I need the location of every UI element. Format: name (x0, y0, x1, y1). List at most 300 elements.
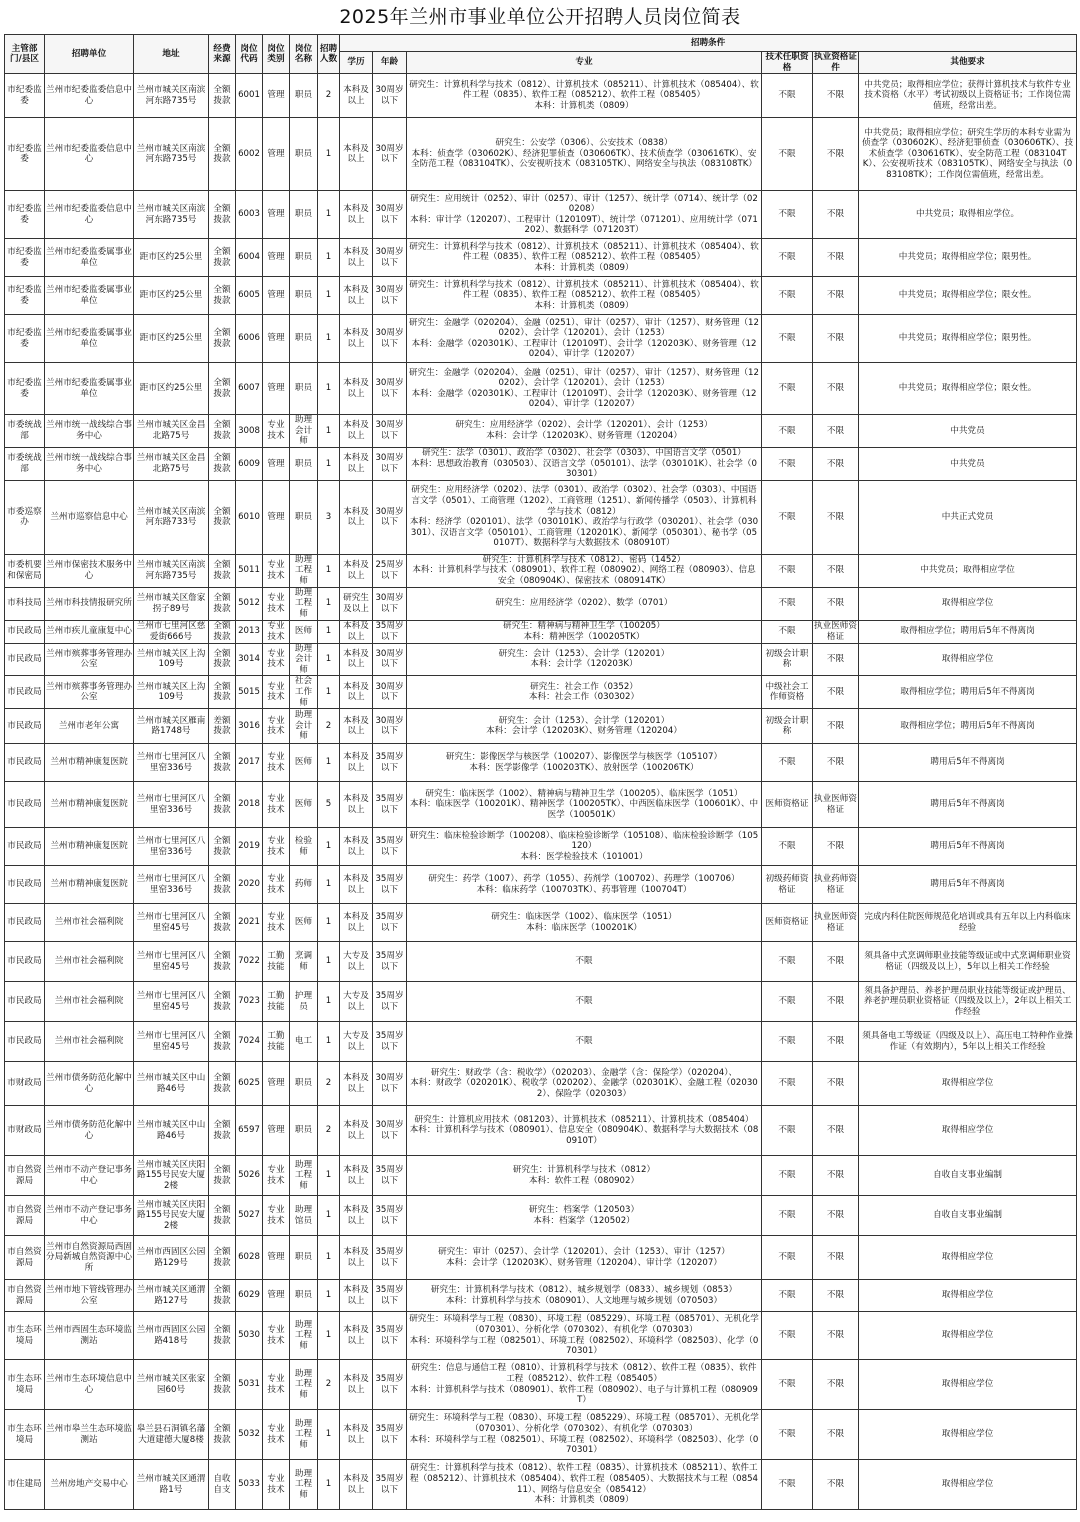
row-license: 执业医师资格证 (813, 782, 859, 828)
row-age: 30周岁以下 (373, 315, 407, 363)
row-dept: 市民政局 (5, 782, 45, 828)
row-tech-title: 不限 (762, 982, 813, 1022)
row-category: 管理 (263, 447, 290, 480)
row-tech-title: 不限 (762, 74, 813, 118)
row-address: 兰州市城关区上沟109号 (134, 676, 209, 709)
header-education: 学历 (340, 52, 373, 74)
table-row (5, 74, 1077, 118)
row-license: 不限 (813, 554, 859, 587)
row-education: 本科及以上 (340, 415, 373, 448)
row-funding: 全额拨款 (209, 239, 236, 277)
row-code: 2018 (236, 782, 263, 828)
row-unit: 兰州市精神康复医院 (45, 782, 134, 828)
row-other: 取得相应学位 (859, 587, 1077, 620)
row-post-name: 助理工程师 (290, 587, 318, 620)
row-unit: 兰州市科技情报研究所 (45, 587, 134, 620)
row-funding: 全额拨款 (209, 1022, 236, 1062)
row-category: 专业技术 (263, 1312, 290, 1360)
row-unit: 兰州市统一战线综合事务中心 (45, 415, 134, 448)
row-post-name: 职员 (290, 1062, 318, 1106)
row-unit: 兰州市保密技术服务中心 (45, 554, 134, 587)
row-code: 2013 (236, 620, 263, 643)
row-education: 本科及以上 (340, 118, 373, 191)
row-age: 35周岁以下 (373, 1312, 407, 1360)
row-tech-title: 不限 (762, 1156, 813, 1196)
row-category: 专业技术 (263, 415, 290, 448)
row-major: 研究生：应用统计（0252）、审计（0257）、审计（1257）、统计学（0714）、统计学（020208） 本科：审计学（120207）、工程审计（120109T）、统计学（071201）、应用统计学（071202）、数据科学（071203T） (407, 191, 762, 239)
row-funding: 全额拨款 (209, 676, 236, 709)
row-education: 本科及以上 (340, 643, 373, 676)
row-count: 1 (318, 982, 340, 1022)
row-dept: 市民政局 (5, 676, 45, 709)
row-category: 专业技术 (263, 828, 290, 866)
row-education: 本科及以上 (340, 315, 373, 363)
row-major: 研究生：影像医学与核医学（100207）、影像医学与核医学（105107） 本科：医学影像学（100203TK）、放射医学（100206TK） (407, 744, 762, 782)
row-dept: 市委统战部 (5, 415, 45, 448)
row-funding: 全额拨款 (209, 982, 236, 1022)
row-count: 2 (318, 1062, 340, 1106)
row-post-name: 职员 (290, 315, 318, 363)
row-count: 1 (318, 554, 340, 587)
row-funding: 全额拨款 (209, 1156, 236, 1196)
row-license: 不限 (813, 643, 859, 676)
row-funding: 全额拨款 (209, 904, 236, 942)
row-address: 皋兰县石洞镇名藩大道建德大厦8楼 (134, 1410, 209, 1460)
table-row (5, 1360, 1077, 1410)
row-unit: 兰州市纪委监委属事业单位 (45, 363, 134, 415)
row-address: 距市区约25公里 (134, 315, 209, 363)
row-funding: 全额拨款 (209, 1312, 236, 1360)
row-unit: 兰州市社会福利院 (45, 982, 134, 1022)
row-post-name: 医师 (290, 744, 318, 782)
row-unit: 兰州市纪委监委属事业单位 (45, 239, 134, 277)
row-dept: 市纪委监委 (5, 74, 45, 118)
row-dept: 市自然资源局 (5, 1280, 45, 1312)
row-major: 研究生：金融学（020204）、金融（0251）、审计（0257）、审计（1257）、财务管理（120202）、会计学（120201）、会计（1253） 本科：金融学（020301K）、工程审计（120109T）、会计学（120203K）、财务管理（120204）、审计学（120207） (407, 315, 762, 363)
row-education: 本科及以上 (340, 480, 373, 554)
row-post-name: 药师 (290, 866, 318, 904)
row-funding: 全额拨款 (209, 1410, 236, 1460)
row-age: 30周岁以下 (373, 447, 407, 480)
row-age: 35周岁以下 (373, 1280, 407, 1312)
row-license: 不限 (813, 744, 859, 782)
row-age: 30周岁以下 (373, 643, 407, 676)
row-other: 中共党员；取得相应学位。 (859, 191, 1077, 239)
row-dept: 市民政局 (5, 709, 45, 744)
row-address: 兰州市城关区南滨河东路735号 (134, 118, 209, 191)
row-code: 6597 (236, 1106, 263, 1156)
row-tech-title: 医师资格证 (762, 782, 813, 828)
row-license: 不限 (813, 1022, 859, 1062)
row-education: 本科及以上 (340, 1106, 373, 1156)
header-unit: 招聘单位 (45, 35, 134, 74)
table-row (5, 744, 1077, 782)
row-dept: 市生态环境局 (5, 1410, 45, 1460)
row-license: 不限 (813, 239, 859, 277)
row-tech-title: 不限 (762, 1106, 813, 1156)
row-dept: 市自然资源局 (5, 1196, 45, 1236)
row-address: 兰州市城关区金昌北路75号 (134, 447, 209, 480)
row-education: 研究生及以上 (340, 587, 373, 620)
row-address: 兰州市城关区庆阳路155号民安大厦2楼 (134, 1196, 209, 1236)
row-code: 6029 (236, 1280, 263, 1312)
row-education: 本科及以上 (340, 1196, 373, 1236)
row-other: 取得相应学位 (859, 1460, 1077, 1510)
row-age: 35周岁以下 (373, 904, 407, 942)
row-tech-title: 不限 (762, 447, 813, 480)
row-education: 本科及以上 (340, 1360, 373, 1410)
row-category: 专业技术 (263, 620, 290, 643)
row-category: 专业技术 (263, 676, 290, 709)
row-license: 不限 (813, 942, 859, 982)
row-unit: 兰州市纪委监委信息中心 (45, 74, 134, 118)
row-age: 30周岁以下 (373, 1062, 407, 1106)
row-code: 6002 (236, 118, 263, 191)
row-code: 5032 (236, 1410, 263, 1460)
row-dept: 市纪委监委 (5, 277, 45, 315)
row-dept: 市自然资源局 (5, 1156, 45, 1196)
row-other: 聘用后5年不得离岗 (859, 866, 1077, 904)
row-address: 兰州市七里河区八里窑336号 (134, 828, 209, 866)
row-major: 研究生：计算机科学与技术（0812）、城乡规划学（0833）、城乡规划（0853） 本科：计算机科学与技术（080901）、人文地理与城乡规划（070503） (407, 1280, 762, 1312)
row-tech-title: 不限 (762, 1280, 813, 1312)
row-license: 不限 (813, 1196, 859, 1236)
header-license: 执业资格证件 (814, 52, 857, 73)
row-category: 管理 (263, 315, 290, 363)
header-post-name: 岗位名称 (290, 35, 318, 74)
row-license: 不限 (813, 1360, 859, 1410)
row-address: 兰州市七里河区八里窑336号 (134, 866, 209, 904)
row-count: 1 (318, 643, 340, 676)
row-code: 5015 (236, 676, 263, 709)
row-tech-title: 不限 (762, 554, 813, 587)
row-license: 不限 (813, 1280, 859, 1312)
row-post-name: 职员 (290, 118, 318, 191)
row-major: 研究生：公安学（0306）、公安技术（0838） 本科：侦查学（030602K）、经济犯罪侦查（030606TK）、技术侦查学（030616TK）、安全防范工程（083104TK）、公安视听技术（083105TK）、网络安全与执法（083108TK） (407, 118, 762, 191)
row-unit: 兰州市纪委监委属事业单位 (45, 277, 134, 315)
row-address: 兰州市城关区南滨河东路735号 (134, 554, 209, 587)
row-major: 研究生：环境科学与工程（0830）、环境工程（085229）、环境工程（085701）、无机化学（070301）、分析化学（070302）、有机化学（070303） 本科：环境科学与工程（082501）、环境工程（082502）、环境科学（082503）、化学（070301） (407, 1312, 762, 1360)
row-dept: 市委统战部 (5, 447, 45, 480)
row-major: 研究生：档案学（120503） 本科：档案学（120502） (407, 1196, 762, 1236)
row-code: 6004 (236, 239, 263, 277)
row-code: 6009 (236, 447, 263, 480)
row-major: 研究生：计算机科学与技术（0812）、计算机技术（085211）、计算机技术（085404）、软件工程（0835）、软件工程（085212）、软件工程（085405） 本科：计算机类（0809） (407, 277, 762, 315)
row-tech-title: 不限 (762, 1360, 813, 1410)
row-unit: 兰州市纪委监委信息中心 (45, 191, 134, 239)
row-education: 本科及以上 (340, 363, 373, 415)
row-license: 不限 (813, 709, 859, 744)
row-post-name: 医师 (290, 620, 318, 643)
row-education: 本科及以上 (340, 866, 373, 904)
row-code: 6003 (236, 191, 263, 239)
row-post-name: 职员 (290, 1236, 318, 1280)
row-count: 2 (318, 1106, 340, 1156)
row-code: 7023 (236, 982, 263, 1022)
row-license: 不限 (813, 1460, 859, 1510)
row-license: 不限 (813, 828, 859, 866)
table-row (5, 982, 1077, 1022)
row-post-name: 职员 (290, 239, 318, 277)
row-dept: 市委巡察办 (5, 480, 45, 554)
row-address: 距市区约25公里 (134, 363, 209, 415)
row-dept: 市民政局 (5, 982, 45, 1022)
row-education: 本科及以上 (340, 191, 373, 239)
row-license: 不限 (813, 1156, 859, 1196)
table-row (5, 480, 1077, 554)
row-major: 研究生：计算机科学与技术（0812）、密码（1452） 本科：计算机科学与技术（080901）、软件工程（080902）、网络工程（080903）、信息安全（080904K）、保密技术（080914TK） (407, 554, 762, 587)
row-code: 6007 (236, 363, 263, 415)
row-dept: 市民政局 (5, 904, 45, 942)
row-education: 本科及以上 (340, 1280, 373, 1312)
header-other: 其他要求 (859, 52, 1077, 74)
row-post-name: 医师 (290, 782, 318, 828)
row-education: 本科及以上 (340, 676, 373, 709)
table-row (5, 587, 1077, 620)
row-address: 兰州市七里河区八里窑45号 (134, 904, 209, 942)
table-row (5, 904, 1077, 942)
row-unit: 兰州房地产交易中心 (45, 1460, 134, 1510)
row-license: 不限 (813, 1410, 859, 1460)
row-count: 1 (318, 1460, 340, 1510)
row-education: 本科及以上 (340, 1062, 373, 1106)
row-dept: 市纪委监委 (5, 118, 45, 191)
row-dept: 市自然资源局 (5, 1236, 45, 1280)
row-other: 自收自支事业编制 (859, 1156, 1077, 1196)
row-funding: 全额拨款 (209, 744, 236, 782)
row-address: 兰州市七里河区八里窑45号 (134, 982, 209, 1022)
row-tech-title: 不限 (762, 1460, 813, 1510)
row-education: 本科及以上 (340, 744, 373, 782)
row-unit: 兰州市不动产登记事务中心 (45, 1156, 134, 1196)
row-tech-title: 不限 (762, 363, 813, 415)
row-other: 中共党员；取得相应学位；限男性。 (859, 239, 1077, 277)
row-tech-title: 不限 (762, 315, 813, 363)
table-row (5, 1156, 1077, 1196)
row-other: 中共党员；取得相应学位；限女性。 (859, 363, 1077, 415)
row-category: 管理 (263, 118, 290, 191)
row-dept: 市科技局 (5, 587, 45, 620)
row-unit: 兰州市西固生态环境监测站 (45, 1312, 134, 1360)
row-unit: 兰州市社会福利院 (45, 1022, 134, 1062)
row-age: 35周岁以下 (373, 782, 407, 828)
row-education: 本科及以上 (340, 1156, 373, 1196)
row-other: 中共党员 (859, 447, 1077, 480)
header-tech-title: 技术任职资格 (762, 52, 813, 74)
row-other: 取得相应学位 (859, 643, 1077, 676)
row-category: 专业技术 (263, 587, 290, 620)
row-code: 6005 (236, 277, 263, 315)
row-category: 工勤技能 (263, 942, 290, 982)
row-age: 30周岁以下 (373, 191, 407, 239)
row-category: 专业技术 (263, 1156, 290, 1196)
row-category: 专业技术 (263, 1460, 290, 1510)
row-code: 5033 (236, 1460, 263, 1510)
table-row (5, 1196, 1077, 1236)
header-count: 招聘人数 (318, 35, 340, 74)
row-other: 中共党员 (859, 415, 1077, 448)
header-age: 年龄 (373, 52, 407, 74)
row-category: 专业技术 (263, 1410, 290, 1460)
row-unit: 兰州市纪委监委信息中心 (45, 118, 134, 191)
row-funding: 全额拨款 (209, 363, 236, 415)
row-other: 中共党员；取得相应学位；限男性。 (859, 315, 1077, 363)
row-post-name: 医师 (290, 904, 318, 942)
row-funding: 全额拨款 (209, 828, 236, 866)
row-unit: 兰州市殡葬事务管理办公室 (45, 643, 134, 676)
row-post-name: 社会工作师 (290, 676, 318, 709)
row-code: 6006 (236, 315, 263, 363)
row-other: 自收自支事业编制 (859, 1196, 1077, 1236)
table-row (5, 620, 1077, 643)
row-other: 取得相应学位；聘用后5年不得离岗 (859, 709, 1077, 744)
row-code: 2021 (236, 904, 263, 942)
row-license: 执业医师资格证 (814, 620, 857, 642)
row-funding: 全额拨款 (209, 480, 236, 554)
row-age: 30周岁以下 (373, 363, 407, 415)
row-count: 1 (318, 620, 340, 643)
row-count: 1 (318, 191, 340, 239)
header-funding: 经费来源 (209, 35, 236, 74)
row-dept: 市民政局 (5, 866, 45, 904)
row-code: 2020 (236, 866, 263, 904)
row-category: 专业技术 (263, 866, 290, 904)
row-education: 本科及以上 (340, 828, 373, 866)
row-age: 35周岁以下 (373, 1156, 407, 1196)
row-other: 须具备护理员、养老护理员职业技能等级证或护理员、养老护理员职业资格证（四级及以上），2年以上相关工作经验 (859, 982, 1077, 1022)
row-other: 取得相应学位 (859, 1236, 1077, 1280)
row-code: 3014 (236, 643, 263, 676)
row-major: 研究生：临床医学（1002）、临床医学（1051） 本科：临床医学（100201K） (407, 904, 762, 942)
row-category: 管理 (263, 1106, 290, 1156)
row-other: 取得相应学位；聘用后5年不得离岗 (859, 676, 1077, 709)
row-count: 1 (318, 1022, 340, 1062)
row-code: 6010 (236, 480, 263, 554)
row-code: 6001 (236, 74, 263, 118)
row-code: 6028 (236, 1236, 263, 1280)
row-license: 不限 (813, 315, 859, 363)
row-other: 取得相应学位；聘用后5年不得离岗 (859, 620, 1077, 643)
row-unit: 兰州市不动产登记事务中心 (45, 1196, 134, 1236)
row-education: 本科及以上 (340, 782, 373, 828)
row-unit: 兰州市皋兰生态环境监测站 (45, 1410, 134, 1460)
row-dept: 市纪委监委 (5, 363, 45, 415)
row-major: 研究生：计算机科学与技术（0812） 本科：软件工程（080902） (407, 1156, 762, 1196)
row-license: 不限 (813, 415, 859, 448)
row-post-name: 职员 (290, 1106, 318, 1156)
row-post-name: 职员 (290, 191, 318, 239)
row-count: 1 (318, 866, 340, 904)
row-other: 须具备电工等级证（四级及以上）、高压电工特种作业操作证（有效期内），5年以上相关工作经验 (859, 1022, 1077, 1062)
row-education: 本科及以上 (340, 1236, 373, 1280)
row-count: 1 (318, 315, 340, 363)
row-age: 30周岁以下 (373, 277, 407, 315)
row-unit: 兰州市纪委监委属事业单位 (45, 315, 134, 363)
row-unit: 兰州市老年公寓 (45, 709, 134, 744)
row-post-name: 检验师 (290, 828, 318, 866)
table-row (5, 782, 1077, 828)
row-education: 本科及以上 (340, 239, 373, 277)
row-address: 兰州市城关区中山路46号 (134, 1062, 209, 1106)
row-tech-title: 不限 (762, 744, 813, 782)
table-row (5, 554, 1077, 587)
row-other: 完成内科住院医师规范化培训或具有五年以上内科临床经验 (859, 904, 1077, 942)
row-count: 1 (318, 239, 340, 277)
table-row (5, 1236, 1077, 1280)
row-category: 管理 (263, 191, 290, 239)
table-row (5, 1410, 1077, 1460)
row-tech-title: 不限 (762, 1196, 813, 1236)
row-unit: 兰州市自然资源局西固分局新城自然资源中心所 (45, 1236, 134, 1280)
row-post-name: 职员 (290, 74, 318, 118)
row-dept: 市民政局 (5, 828, 45, 866)
row-age: 35周岁以下 (373, 1196, 407, 1236)
row-tech-title: 初级会计职称 (762, 709, 813, 744)
row-license: 不限 (813, 1236, 859, 1280)
row-funding: 全额拨款 (209, 782, 236, 828)
row-category: 管理 (263, 480, 290, 554)
row-age: 35周岁以下 (373, 744, 407, 782)
row-category: 工勤技能 (263, 982, 290, 1022)
header-conditions: 招聘条件 (340, 35, 1077, 52)
row-license: 不限 (813, 277, 859, 315)
row-age: 35周岁以下 (373, 942, 407, 982)
row-tech-title: 不限 (762, 480, 813, 554)
row-code: 3016 (236, 709, 263, 744)
row-other: 聘用后5年不得离岗 (859, 828, 1077, 866)
row-funding: 自收自支 (209, 1460, 236, 1510)
row-code: 7022 (236, 942, 263, 982)
row-age: 35周岁以下 (373, 1022, 407, 1062)
row-count: 2 (318, 709, 340, 744)
table-row (5, 315, 1077, 363)
row-education: 本科及以上 (340, 554, 373, 587)
row-post-name: 电工 (290, 1022, 318, 1062)
row-major: 研究生：会计（1253）、会计学（120201） 本科：会计学（120203K） (407, 643, 762, 676)
row-funding: 全额拨款 (209, 620, 236, 643)
row-age: 35周岁以下 (373, 1460, 407, 1510)
row-address: 兰州市城关区上沟109号 (134, 643, 209, 676)
row-unit: 兰州市殡葬事务管理办公室 (45, 676, 134, 709)
row-other: 中共党员；取得相应学位；限女性。 (859, 277, 1077, 315)
header-major: 专业 (407, 52, 762, 74)
table-row (5, 643, 1077, 676)
table-row (5, 1280, 1077, 1312)
row-tech-title: 初级会计职称 (762, 643, 813, 676)
row-count: 1 (318, 1410, 340, 1460)
row-address: 兰州市城关区南滨河东路733号 (134, 480, 209, 554)
row-major: 研究生：社会工作（0352） 本科：社会工作（030302） (407, 676, 762, 709)
row-unit: 兰州市社会福利院 (45, 942, 134, 982)
row-age: 35周岁以下 (373, 866, 407, 904)
row-major: 研究生：计算机应用技术（081203）、计算机技术（085211）、计算机技术（085404） 本科：计算机科学与技术（080901）、信息安全（080904K）、数据科学与大数据技术（080910T） (407, 1106, 762, 1156)
row-unit: 兰州市债务防范化解中心 (45, 1062, 134, 1106)
row-license: 不限 (813, 1106, 859, 1156)
row-unit: 兰州市疾儿童康复中心 (45, 620, 134, 643)
row-address: 兰州市城关区张家园60号 (134, 1360, 209, 1410)
row-address: 兰州市城关区中山路46号 (134, 1106, 209, 1156)
row-count: 1 (318, 744, 340, 782)
row-category: 管理 (263, 363, 290, 415)
row-unit: 兰州市精神康复医院 (45, 866, 134, 904)
row-age: 30周岁以下 (373, 239, 407, 277)
row-funding: 全额拨款 (209, 1106, 236, 1156)
table-row (5, 363, 1077, 415)
row-post-name: 职员 (290, 363, 318, 415)
row-tech-title: 中级社会工作师资格 (762, 676, 813, 709)
row-unit: 兰州市精神康复医院 (45, 744, 134, 782)
row-address: 兰州市城关区通渭路127号 (134, 1280, 209, 1312)
